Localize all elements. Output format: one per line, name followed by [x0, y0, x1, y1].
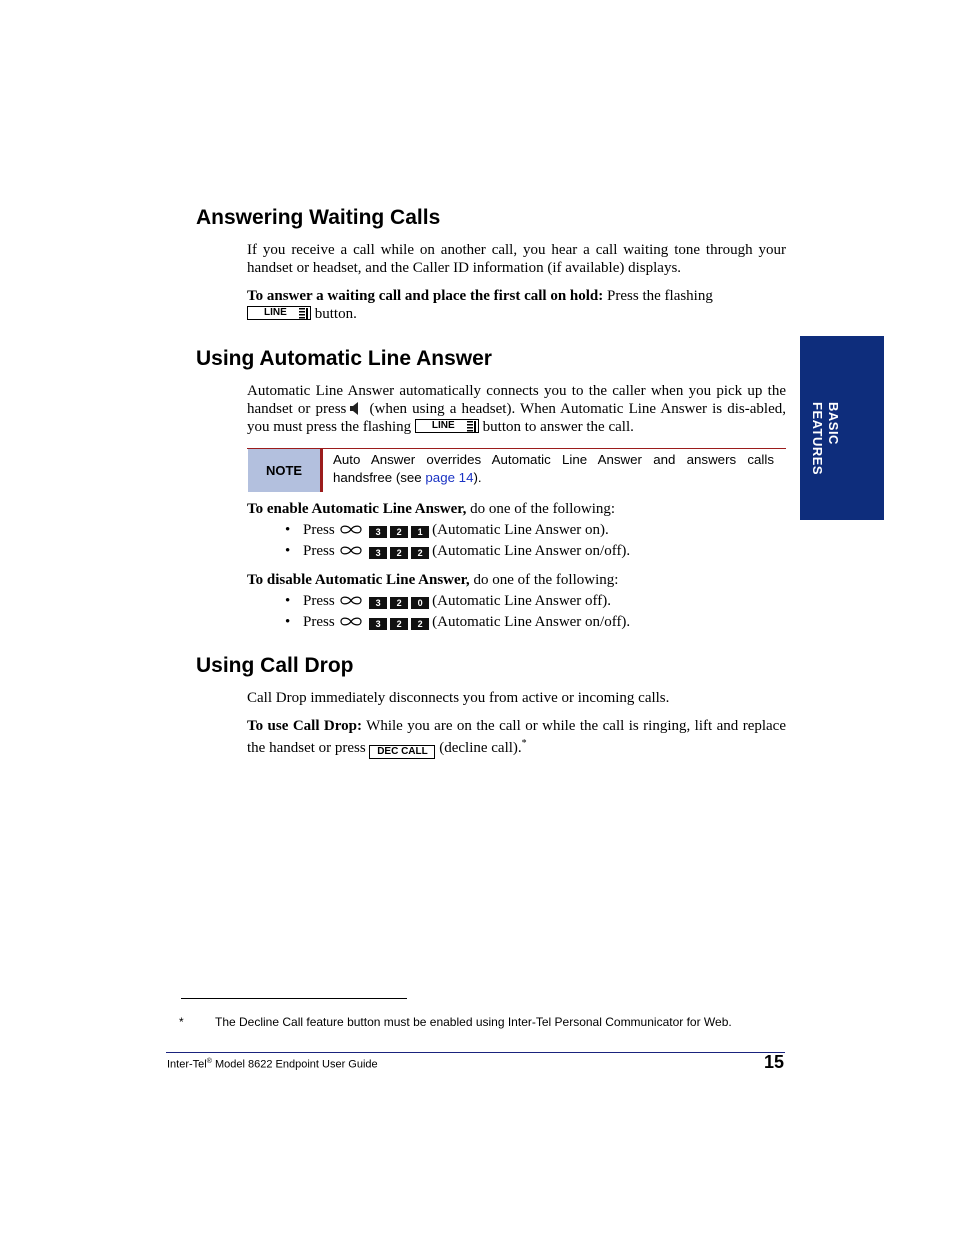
note-page-link[interactable]: page 14: [425, 470, 474, 485]
footer-divider: [166, 1052, 785, 1053]
footer-brand: Inter-Tel: [167, 1058, 207, 1071]
section-title-using-call-drop: Using Call Drop: [196, 654, 354, 677]
line-indicator-bars-icon: [467, 421, 476, 432]
disable-lead: To disable Automatic Line Answer,: [247, 572, 470, 588]
auto-line-text-a: Automatic Line Answer automatically connects you to the caller when you pick up the handset or press: [247, 383, 786, 417]
digit-key: 1: [411, 526, 429, 538]
line-button-label: LINE: [431, 420, 455, 431]
digit-key: 2: [390, 618, 408, 630]
press-word: Press: [303, 522, 335, 538]
list-item: [285, 521, 630, 542]
digit-key: 2: [411, 547, 429, 559]
call-drop-lead: To use Call Drop:: [247, 718, 362, 734]
section-title-automatic-line-answer: Using Automatic Line Answer: [196, 347, 492, 370]
waiting-calls-paragraph: If you receive a call while on another call, you hear a call waiting tone through your handset or headset, and the Caller ID information (if available) displays.: [247, 242, 786, 276]
infinity-special-icon: [339, 616, 363, 627]
digit-key: 2: [390, 547, 408, 559]
procedure-text: Press the flashing: [603, 288, 713, 304]
call-drop-paragraph: Call Drop immediately disconnects you from active or incoming calls.: [247, 690, 670, 706]
press-word: Press: [303, 543, 335, 559]
line-button: [247, 306, 311, 320]
digit-key: 0: [411, 597, 429, 609]
list-item: [285, 613, 630, 634]
digit-key: 2: [390, 526, 408, 538]
footer-guide-title: [167, 1058, 378, 1071]
automatic-line-answer-paragraph: [247, 382, 786, 436]
press-word: Press: [303, 614, 335, 630]
note-body: Auto Answer overrides Automatic Line Answer and answers calls handsfree (see: [333, 452, 774, 485]
enable-options-list: [285, 521, 630, 563]
footnote-divider: [181, 998, 407, 999]
footnote-reference: *: [521, 738, 527, 749]
call-drop-procedure: [247, 717, 786, 759]
note-label: NOTE: [248, 449, 323, 492]
digit-key: 3: [369, 547, 387, 559]
auto-line-text-c: button to answer the call.: [478, 419, 634, 435]
enable-procedure-heading: [247, 500, 786, 518]
footer-guide-name: Model 8622 Endpoint User Guide: [211, 1058, 378, 1071]
section-title-answering-waiting-calls: Answering Waiting Calls: [196, 206, 441, 229]
digit-key: 3: [369, 597, 387, 609]
option-text: (Automatic Line Answer on/off).: [432, 614, 631, 630]
bullet: •: [285, 593, 291, 609]
digit-key: 3: [369, 526, 387, 538]
bullet: •: [285, 614, 291, 630]
line-button-label: LINE: [264, 307, 287, 318]
line-indicator-bars-icon: [299, 308, 308, 319]
digit-key: 2: [390, 597, 408, 609]
footer-registered-mark: ®: [206, 1058, 212, 1065]
note-end: ).: [473, 470, 482, 485]
call-drop-text: While you are on the call or while the call is ringing, lift and replace the handset or press: [247, 718, 786, 756]
option-text: (Automatic Line Answer on).: [432, 522, 609, 538]
note-text: [333, 451, 774, 487]
disable-options-list: [285, 592, 630, 634]
footnote-mark: *: [179, 1015, 184, 1029]
side-tab-line-2: FEATURES: [810, 402, 825, 476]
bullet: •: [285, 543, 291, 559]
chapter-side-tab: [800, 336, 884, 520]
note-box: [247, 448, 786, 492]
enable-lead: To enable Automatic Line Answer,: [247, 501, 467, 517]
option-text: (Automatic Line Answer on/off).: [432, 543, 631, 559]
speaker-icon: [349, 402, 360, 415]
procedure-lead: To answer a waiting call and place the first call on hold:: [247, 288, 604, 304]
page-number: 15: [764, 1052, 785, 1072]
infinity-special-icon: [339, 524, 363, 535]
disable-procedure-heading: [247, 571, 786, 589]
auto-line-text-b: (when using a headset). When Automatic Line Answer is dis-abled, you must press the flashing: [247, 401, 786, 435]
disable-text: do one of the following:: [469, 572, 619, 588]
press-word: Press: [303, 593, 335, 609]
line-button: [415, 419, 479, 433]
waiting-calls-procedure: [247, 287, 786, 323]
option-text: (Automatic Line Answer off).: [432, 593, 612, 609]
procedure-after: button.: [311, 306, 357, 322]
bullet: •: [285, 522, 291, 538]
enable-text: do one of the following:: [466, 501, 616, 517]
infinity-special-icon: [339, 595, 363, 606]
list-item: [285, 542, 630, 563]
list-item: [285, 592, 630, 613]
dec-call-button: DEC CALL: [369, 745, 435, 759]
infinity-special-icon: [339, 545, 363, 556]
side-tab-line-1: BASIC: [826, 402, 841, 445]
footnote-text: The Decline Call feature button must be enabled using Inter-Tel Personal Communicator for Web.: [215, 1015, 732, 1029]
digit-key: 2: [411, 618, 429, 630]
call-drop-after: (decline call).: [439, 740, 522, 756]
side-tab-text: [809, 402, 841, 552]
digit-key: 3: [369, 618, 387, 630]
